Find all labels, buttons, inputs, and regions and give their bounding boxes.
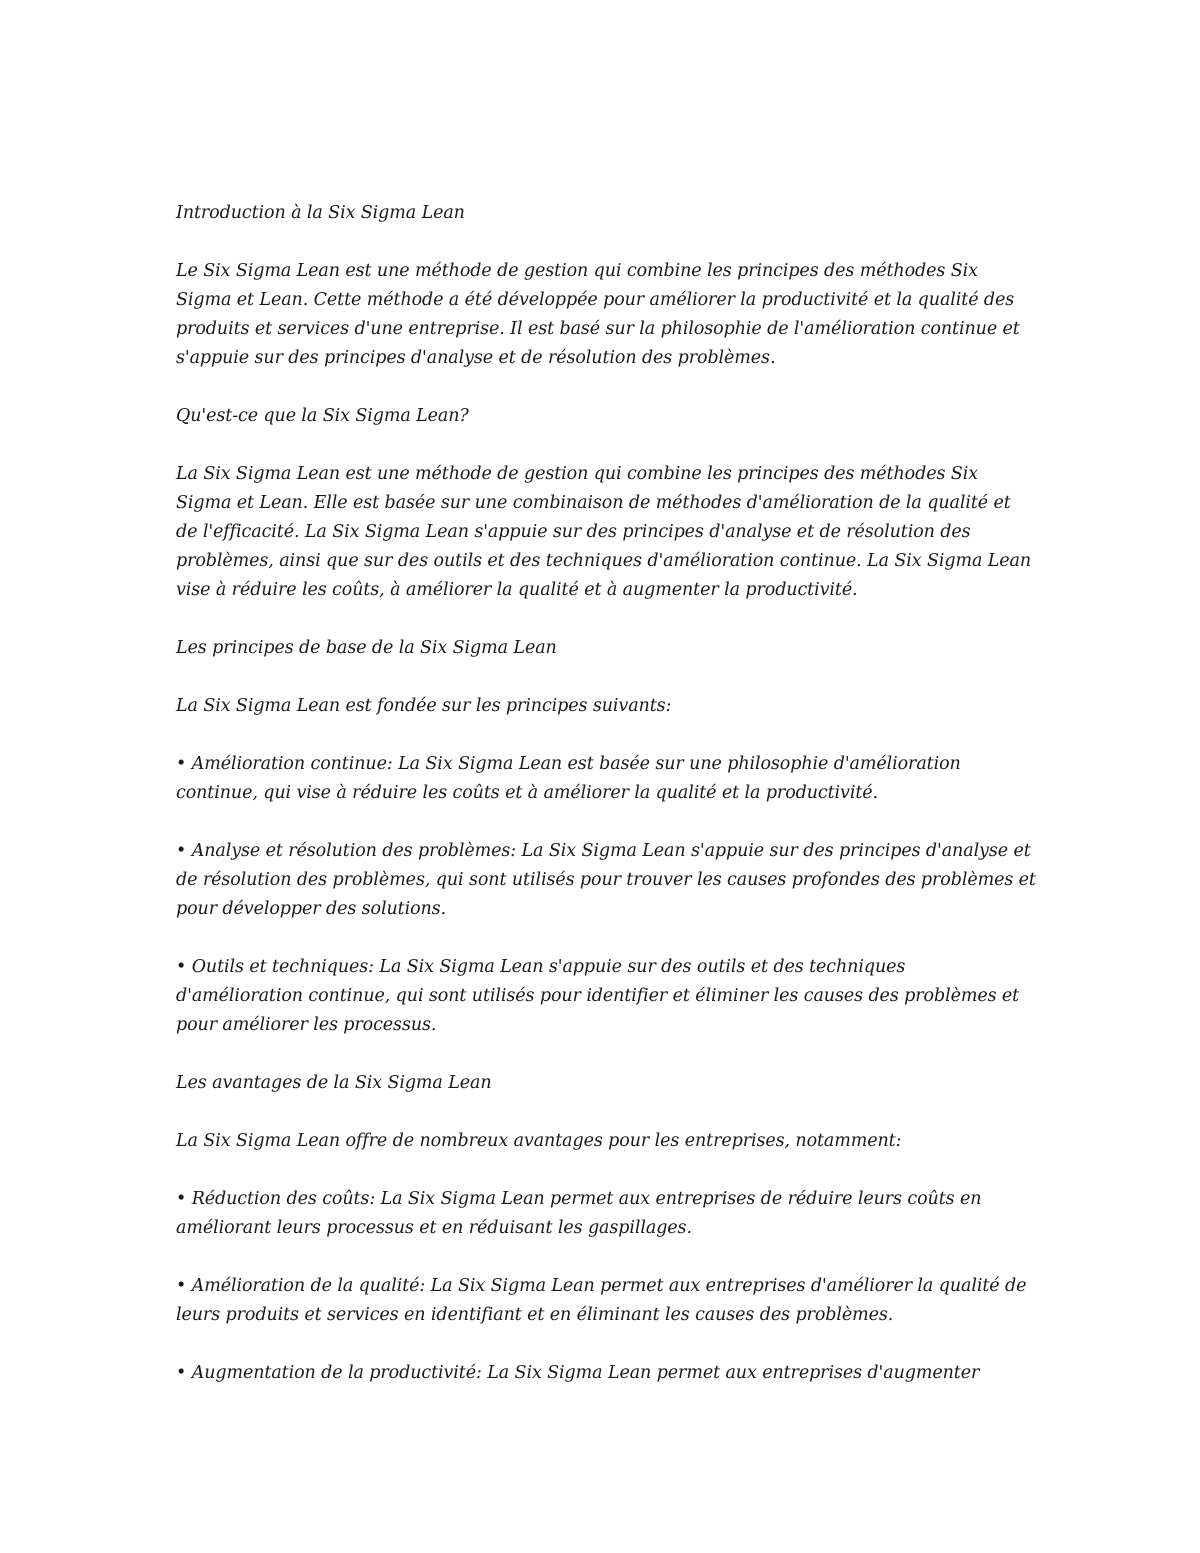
section-heading-principles: Les principes de base de la Six Sigma Lean [176, 638, 557, 658]
bullet-item-problem-analysis: • Analyse et résolution des problèmes: La Six Sigma Lean s'appuie sur des principes d'analyse et de résolution des problèmes, qui sont utilisés pour trouver les causes profondes des problèmes et pour développer des solutions. [176, 837, 1036, 924]
bullet-item-productivity-increase: • Augmentation de la productivité: La Six Sigma Lean permet aux entreprises d'augmenter [176, 1359, 1036, 1388]
bullet-item-tools-techniques: • Outils et techniques: La Six Sigma Lean s'appuie sur des outils et des techniques d'amélioration continue, qui sont utilisés pour identifier et éliminer les causes des problèmes et pour améliorer les processus. [176, 953, 1036, 1040]
bullet-item-quality-improvement: • Amélioration de la qualité: La Six Sigma Lean permet aux entreprises d'améliorer la qualité de leurs produits et services en identifiant et en éliminant les causes des problèmes. [176, 1272, 1036, 1330]
bullet-item-continuous-improvement: • Amélioration continue: La Six Sigma Lean est basée sur une philosophie d'amélioration continue, qui vise à réduire les coûts et à améliorer la qualité et la productivité. [176, 750, 1036, 808]
bullet-item-cost-reduction: • Réduction des coûts: La Six Sigma Lean permet aux entreprises de réduire leurs coûts en améliorant leurs processus et en réduisant les gaspillages. [176, 1185, 1036, 1243]
section-heading-advantages: Les avantages de la Six Sigma Lean [176, 1073, 492, 1093]
paragraph-advantages-intro: La Six Sigma Lean offre de nombreux avantages pour les entreprises, notamment: [176, 1131, 902, 1151]
document-body [176, 199, 1036, 1417]
section-heading-definition: Qu'est-ce que la Six Sigma Lean? [176, 406, 469, 426]
paragraph-introduction: Le Six Sigma Lean est une méthode de gestion qui combine les principes des méthodes Six Sigma et Lean. Cette méthode a été développée pour améliorer la productivité et la qualité des produits et services d'une entreprise. Il est basé sur la philosophie de l'amélioration continue et s'appuie sur des principes d'analyse et de résolution des problèmes. [176, 261, 1020, 368]
paragraph-definition: La Six Sigma Lean est une méthode de gestion qui combine les principes des méthodes Six Sigma et Lean. Elle est basée sur une combinaison de méthodes d'amélioration de la qualité et de l'efficacité. La Six Sigma Lean s'appuie sur des principes d'analyse et de résolution des problèmes, ainsi que sur des outils et des techniques d'amélioration continue. La Six Sigma Lean vise à réduire les coûts, à améliorer la qualité et à augmenter la productivité. [176, 464, 1032, 600]
paragraph-principles-intro: La Six Sigma Lean est fondée sur les principes suivants: [176, 696, 672, 716]
section-heading-introduction: Introduction à la Six Sigma Lean [176, 203, 465, 223]
